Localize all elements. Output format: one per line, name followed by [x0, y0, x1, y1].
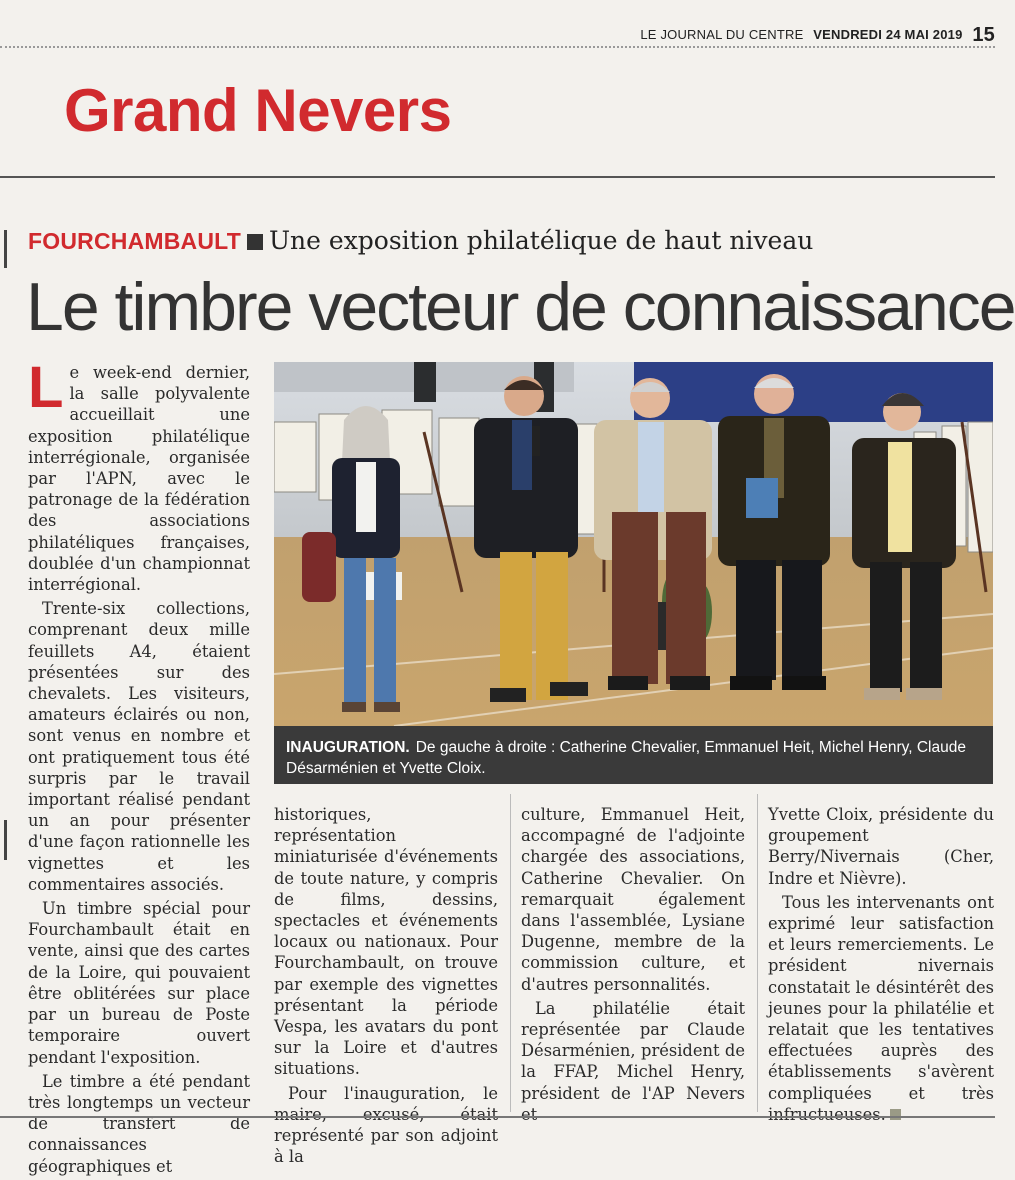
inauguration-photo — [274, 362, 993, 726]
body-paragraph: Pour l'inauguration, le maire, excusé, était représenté par son adjoint à la — [274, 1083, 498, 1167]
page-number: 15 — [972, 24, 995, 46]
drop-cap: L — [28, 355, 64, 420]
body-paragraph: historiques, représentation miniaturisée d'événements de toute nature, y compris de films, dessins, spectacles et événements locaux ou nationaux. Pour Fourchambault, on trouve par exemple des vignettes présentant la période Vespa, les avatars du pont sur la Loire et d'autres situations. — [274, 805, 498, 1079]
article-column-3 — [521, 804, 745, 1128]
article-column-4 — [768, 804, 994, 1128]
section-divider — [0, 176, 995, 178]
article-location: FOURCHAMBAULT — [28, 228, 241, 254]
body-paragraph: Le week-end dernier, la salle polyvalente accueillait une exposition philatélique interrégionale, organisée par l'APN, avec le patronage de la fédération des associations philatéliques françaises, doublée d'un championnat interrégional. — [28, 355, 250, 595]
edge-mark — [4, 820, 13, 860]
article-subheading: Une exposition philatélique de haut niveau — [268, 226, 814, 255]
photo-illustration — [274, 362, 993, 726]
body-paragraph: Trente-six collections, comprenant deux mille feuillets A4, étaient présentées sur des chevalets. Les visiteurs, amateurs éclairés ou non, sont venus en nombre et ont pratiquement tous été surpris par le travail important réalisé pendant un an pour présenter d'une façon rationnelle les vignettes et les commentaires associés. — [28, 599, 250, 894]
issue-date: VENDREDI 24 MAI 2019 — [813, 27, 963, 42]
body-paragraph: Le timbre a été pendant très longtemps un vecteur de transfert de connaissances géographiques et — [28, 1071, 250, 1176]
article-kicker — [28, 226, 813, 255]
publication-name: LE JOURNAL DU CENTRE — [640, 27, 804, 42]
body-paragraph: La philatélie était représentée par Claude Désarménien, président de la FFAP, Michel Henry, président de l'AP Nevers et — [521, 998, 745, 1124]
photo-caption — [274, 726, 993, 784]
separator-square-icon — [247, 234, 263, 250]
column-divider — [757, 794, 758, 1112]
caption-text: De gauche à droite : Catherine Chevalier, Emmanuel Heit, Michel Henry, Claude Désarménien et Yvette Cloix. — [286, 739, 966, 777]
page-bottom-rule — [0, 1116, 995, 1118]
article-column-1 — [28, 355, 250, 1180]
body-paragraph: culture, Emmanuel Heit, accompagné de l'adjointe chargée des associations, Catherine Chevalier. On remarquait également dans l'assemblée, Lysiane Dugenne, membre de la commission culture, et d'autres personnalités. — [521, 805, 745, 994]
column-divider — [510, 794, 511, 1112]
folio-divider — [0, 46, 995, 48]
section-title: Grand Nevers — [64, 77, 452, 144]
caption-lead: INAUGURATION. — [286, 739, 410, 756]
body-paragraph: Tous les intervenants ont exprimé leur satisfaction et leurs remerciements. Le président nivernais constatait le désintérêt des jeunes pour la philatélie et relatait que les tentatives effectuées auprès des établissements s'avèrent compliquées et très infructueuses. — [768, 892, 994, 1124]
edge-mark — [4, 230, 13, 268]
article-headline: Le timbre vecteur de connaissance — [26, 269, 1015, 345]
end-of-article-icon — [890, 1109, 901, 1120]
body-paragraph: Yvette Cloix, présidente du groupement Berry/Nivernais (Cher, Indre et Nièvre). — [768, 805, 994, 888]
body-paragraph: Un timbre spécial pour Fourchambault était en vente, ainsi que des cartes de la Loire, qui pouvaient être oblitérées sur place par un bureau de Poste temporaire ouvert pendant l'exposition. — [28, 899, 250, 1067]
page-folio — [0, 24, 995, 47]
